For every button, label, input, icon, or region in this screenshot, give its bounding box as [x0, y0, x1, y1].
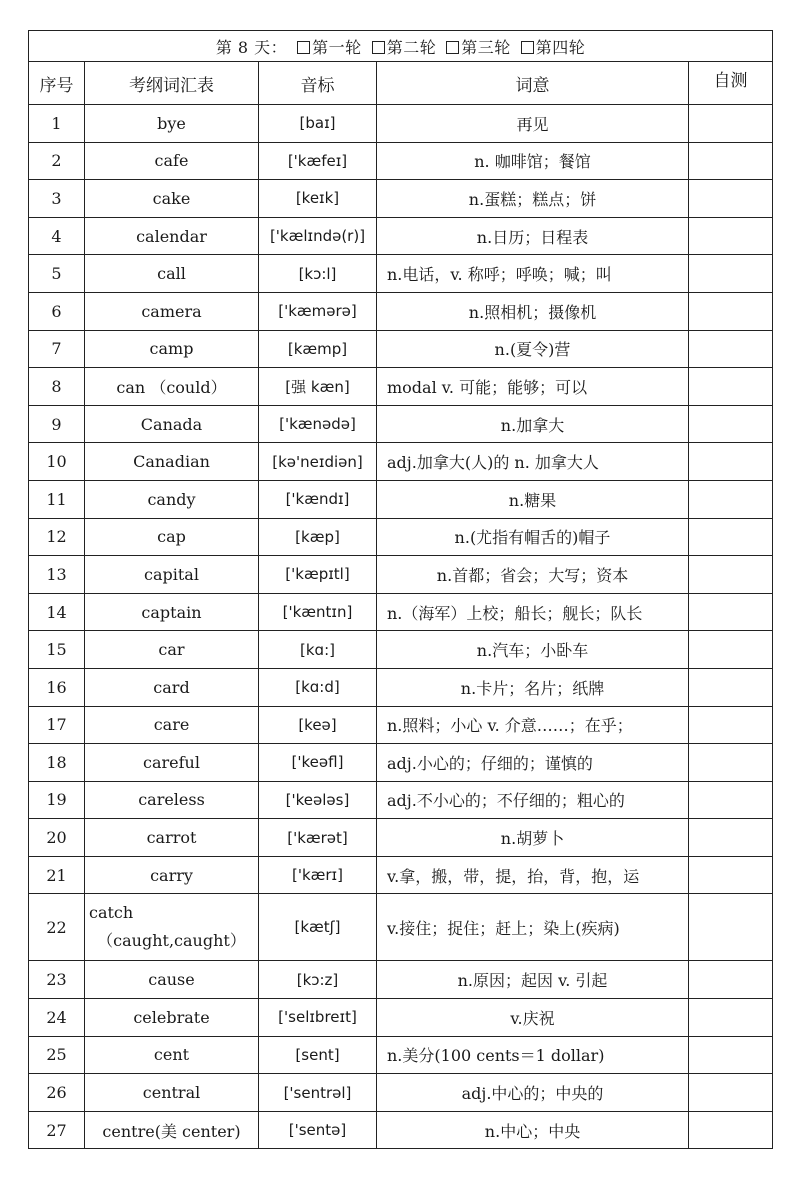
row-number: 2 — [29, 142, 85, 180]
row-self-test-cell[interactable] — [689, 856, 773, 894]
header-num: 序号 — [29, 62, 85, 105]
checkbox-round-2[interactable] — [372, 41, 385, 54]
row-phonetic: ['keəfl] — [259, 744, 377, 782]
table-row — [29, 330, 773, 368]
row-number: 14 — [29, 593, 85, 631]
row-self-test-cell[interactable] — [689, 781, 773, 819]
table-row — [29, 105, 773, 143]
row-word: celebrate — [85, 999, 259, 1037]
row-meaning: n.（海军）上校；船长；舰长；队长 — [377, 593, 689, 631]
row-meaning: adj.加拿大(人)的 n. 加拿大人 — [377, 443, 689, 481]
table-row — [29, 1036, 773, 1074]
row-word-line-1: catch — [89, 903, 134, 923]
row-self-test-cell[interactable] — [689, 368, 773, 406]
round-label-4: 第四轮 — [535, 37, 586, 57]
row-phonetic: ['sentə] — [259, 1111, 377, 1149]
day-title — [29, 31, 773, 62]
row-self-test-cell[interactable] — [689, 105, 773, 143]
title-row — [29, 31, 773, 62]
row-word: Canada — [85, 405, 259, 443]
row-phonetic: ['kæfeɪ] — [259, 142, 377, 180]
row-number: 3 — [29, 180, 85, 218]
table-row — [29, 894, 773, 961]
row-word: call — [85, 255, 259, 293]
header-word: 考纲词汇表 — [85, 62, 259, 105]
row-meaning: n.美分(100 cents＝1 dollar) — [377, 1036, 689, 1074]
row-word: careless — [85, 781, 259, 819]
row-word: cap — [85, 518, 259, 556]
row-number: 7 — [29, 330, 85, 368]
row-self-test-cell[interactable] — [689, 292, 773, 330]
table-row — [29, 292, 773, 330]
row-self-test-cell[interactable] — [689, 668, 773, 706]
table-row — [29, 142, 773, 180]
header-self-test: 自测 — [689, 62, 773, 105]
table-row — [29, 405, 773, 443]
row-number: 25 — [29, 1036, 85, 1074]
row-phonetic: ['kærət] — [259, 819, 377, 857]
row-number: 18 — [29, 744, 85, 782]
row-word: candy — [85, 480, 259, 518]
row-meaning: n.首都；省会；大写；资本 — [377, 556, 689, 594]
row-word: careful — [85, 744, 259, 782]
row-word: cafe — [85, 142, 259, 180]
row-self-test-cell[interactable] — [689, 405, 773, 443]
table-row — [29, 518, 773, 556]
row-self-test-cell[interactable] — [689, 518, 773, 556]
row-number: 20 — [29, 819, 85, 857]
row-phonetic: ['sentrəl] — [259, 1074, 377, 1112]
row-number: 16 — [29, 668, 85, 706]
row-meaning: n.加拿大 — [377, 405, 689, 443]
table-row — [29, 1111, 773, 1149]
row-phonetic: [kɑ:d] — [259, 668, 377, 706]
row-word: carrot — [85, 819, 259, 857]
row-meaning: n.汽车；小卧车 — [377, 631, 689, 669]
row-self-test-cell[interactable] — [689, 894, 773, 961]
row-number: 24 — [29, 999, 85, 1037]
row-number: 11 — [29, 480, 85, 518]
row-phonetic: [sent] — [259, 1036, 377, 1074]
row-meaning: adj.小心的；仔细的；谨慎的 — [377, 744, 689, 782]
row-number: 12 — [29, 518, 85, 556]
row-phonetic: [keə] — [259, 706, 377, 744]
row-phonetic: ['selɪbreɪt] — [259, 999, 377, 1037]
row-word: car — [85, 631, 259, 669]
row-meaning: v.庆祝 — [377, 999, 689, 1037]
row-meaning: n.卡片；名片；纸牌 — [377, 668, 689, 706]
row-number: 1 — [29, 105, 85, 143]
row-word: bye — [85, 105, 259, 143]
row-meaning: adj.不小心的；不仔细的；粗心的 — [377, 781, 689, 819]
table-row — [29, 180, 773, 218]
table-row — [29, 668, 773, 706]
row-phonetic: ['kæpɪtl] — [259, 556, 377, 594]
table-row — [29, 856, 773, 894]
row-meaning: n.(夏令)营 — [377, 330, 689, 368]
table-row — [29, 443, 773, 481]
round-label-2: 第二轮 — [386, 37, 437, 57]
row-meaning: n.照料；小心 v. 介意……；在乎； — [377, 706, 689, 744]
day-label: 第 8 天： — [215, 37, 288, 57]
row-word: carry — [85, 856, 259, 894]
row-phonetic: ['kænədə] — [259, 405, 377, 443]
row-self-test-cell[interactable] — [689, 480, 773, 518]
table-row — [29, 706, 773, 744]
row-meaning: v.拿，搬，带，提，抬，背，抱，运 — [377, 856, 689, 894]
vocabulary-table — [28, 30, 773, 1149]
row-word: cent — [85, 1036, 259, 1074]
row-self-test-cell[interactable] — [689, 819, 773, 857]
row-phonetic: [kə'neɪdiən] — [259, 443, 377, 481]
row-word: cause — [85, 961, 259, 999]
row-phonetic: [kæp] — [259, 518, 377, 556]
row-phonetic: ['kæntɪn] — [259, 593, 377, 631]
table-row — [29, 255, 773, 293]
row-number: 10 — [29, 443, 85, 481]
row-word-line-2: （caught,caught） — [97, 931, 246, 951]
row-self-test-cell[interactable] — [689, 744, 773, 782]
row-phonetic: [kɑ:] — [259, 631, 377, 669]
row-meaning: modal v. 可能；能够；可以 — [377, 368, 689, 406]
round-label-1: 第一轮 — [312, 37, 362, 57]
row-phonetic: [kɔ:z] — [259, 961, 377, 999]
row-self-test-cell[interactable] — [689, 961, 773, 999]
row-self-test-cell[interactable] — [689, 255, 773, 293]
row-self-test-cell[interactable] — [689, 999, 773, 1037]
row-meaning: n.胡萝卜 — [377, 819, 689, 857]
table-row — [29, 1074, 773, 1112]
row-meaning: n.原因；起因 v. 引起 — [377, 961, 689, 999]
row-number: 4 — [29, 217, 85, 255]
row-meaning: n.(尤指有帽舌的)帽子 — [377, 518, 689, 556]
table-row — [29, 368, 773, 406]
row-number: 13 — [29, 556, 85, 594]
header-meaning: 词意 — [377, 62, 689, 105]
row-word: centre(美 center) — [85, 1111, 259, 1149]
header-row — [29, 62, 773, 105]
row-self-test-cell[interactable] — [689, 1074, 773, 1112]
row-self-test-cell[interactable] — [689, 631, 773, 669]
row-phonetic: [keɪk] — [259, 180, 377, 218]
row-meaning: n.中心；中央 — [377, 1111, 689, 1149]
row-phonetic: [baɪ] — [259, 105, 377, 143]
table-row — [29, 593, 773, 631]
row-self-test-cell[interactable] — [689, 180, 773, 218]
row-number: 19 — [29, 781, 85, 819]
row-self-test-cell[interactable] — [689, 443, 773, 481]
checkbox-round-4[interactable] — [521, 41, 534, 54]
word-rows — [29, 105, 773, 1149]
row-phonetic: ['kælɪndə(r)] — [259, 217, 377, 255]
row-phonetic: [kætʃ] — [259, 894, 377, 961]
row-self-test-cell[interactable] — [689, 706, 773, 744]
row-phonetic: ['keələs] — [259, 781, 377, 819]
row-word: camera — [85, 292, 259, 330]
row-self-test-cell[interactable] — [689, 217, 773, 255]
checkbox-round-1[interactable] — [297, 41, 310, 54]
vocabulary-sheet — [28, 30, 772, 1149]
row-number: 15 — [29, 631, 85, 669]
row-word: calendar — [85, 217, 259, 255]
row-number: 17 — [29, 706, 85, 744]
table-row — [29, 999, 773, 1037]
row-number: 26 — [29, 1074, 85, 1112]
row-number: 8 — [29, 368, 85, 406]
table-row — [29, 961, 773, 999]
row-word: captain — [85, 593, 259, 631]
row-meaning: n.日历；日程表 — [377, 217, 689, 255]
table-row — [29, 744, 773, 782]
row-number: 9 — [29, 405, 85, 443]
table-row — [29, 781, 773, 819]
row-phonetic: ['kæmərə] — [259, 292, 377, 330]
row-phonetic: [kæmp] — [259, 330, 377, 368]
table-row — [29, 556, 773, 594]
row-meaning: n.糖果 — [377, 480, 689, 518]
row-word: capital — [85, 556, 259, 594]
row-meaning: v.接住；捉住；赶上；染上(疾病) — [377, 894, 689, 961]
row-meaning: n.电话，v. 称呼；呼唤；喊；叫 — [377, 255, 689, 293]
row-phonetic: ['kændɪ] — [259, 480, 377, 518]
row-number: 5 — [29, 255, 85, 293]
header-phonetic: 音标 — [259, 62, 377, 105]
row-word: camp — [85, 330, 259, 368]
row-meaning: adj.中心的；中央的 — [377, 1074, 689, 1112]
row-number: 6 — [29, 292, 85, 330]
row-word: Canadian — [85, 443, 259, 481]
checkbox-round-3[interactable] — [446, 41, 459, 54]
row-meaning: 再见 — [377, 105, 689, 143]
table-row — [29, 217, 773, 255]
row-number: 23 — [29, 961, 85, 999]
row-word: card — [85, 668, 259, 706]
row-phonetic: [kɔ:l] — [259, 255, 377, 293]
row-word: can （could） — [85, 368, 259, 406]
row-word: cake — [85, 180, 259, 218]
row-self-test-cell[interactable] — [689, 1111, 773, 1149]
round-label-3: 第三轮 — [461, 37, 511, 57]
row-number: 21 — [29, 856, 85, 894]
row-meaning: n.蛋糕；糕点；饼 — [377, 180, 689, 218]
row-number: 27 — [29, 1111, 85, 1149]
row-phonetic: [强 kæn] — [259, 368, 377, 406]
row-self-test-cell[interactable] — [689, 142, 773, 180]
row-meaning: n. 咖啡馆；餐馆 — [377, 142, 689, 180]
table-row — [29, 480, 773, 518]
row-word: care — [85, 706, 259, 744]
table-row — [29, 631, 773, 669]
row-self-test-cell[interactable] — [689, 1036, 773, 1074]
row-self-test-cell[interactable] — [689, 330, 773, 368]
row-self-test-cell[interactable] — [689, 556, 773, 594]
row-word — [85, 894, 259, 961]
row-word: central — [85, 1074, 259, 1112]
row-self-test-cell[interactable] — [689, 593, 773, 631]
table-row — [29, 819, 773, 857]
row-meaning: n.照相机；摄像机 — [377, 292, 689, 330]
row-number: 22 — [29, 894, 85, 961]
row-phonetic: ['kærɪ] — [259, 856, 377, 894]
